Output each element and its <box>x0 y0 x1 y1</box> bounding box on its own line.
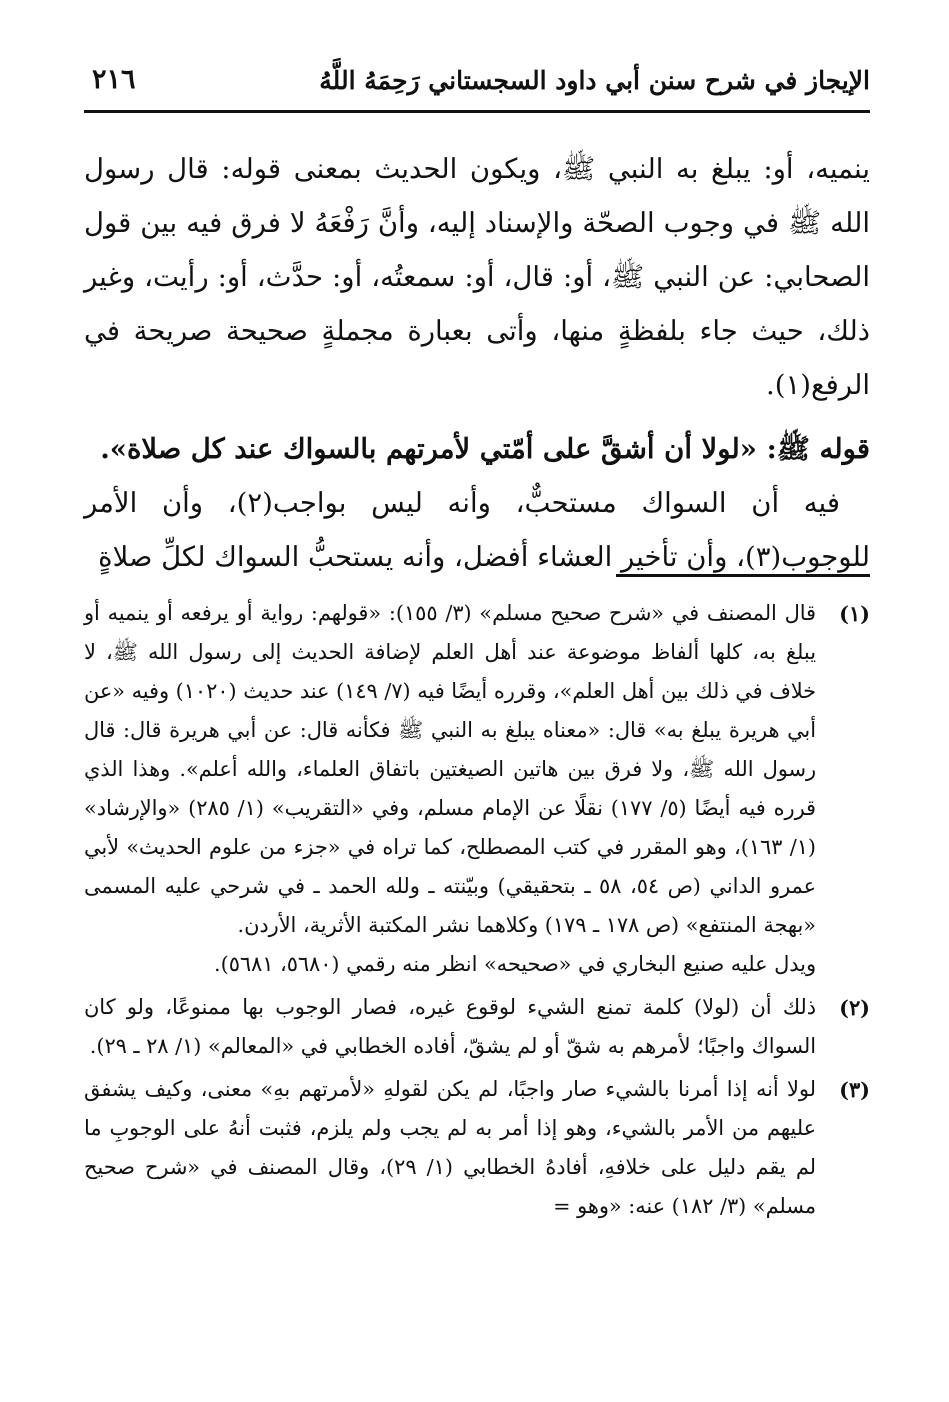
footnote-text <box>84 988 816 1066</box>
footnote-2 <box>84 988 870 1066</box>
footnote-text <box>84 594 816 984</box>
footnote-line: ويدل عليه صنيع البخاري في «صحيحه» انظر منه رقمي (٥٦٨٠، ٥٦٨١). <box>213 952 816 976</box>
footnote-line: قال المصنف في «شرح صحيح مسلم» (٣/ ١٥٥): «قولهم: رواية أو يرفعه أو ينميه أو يبلغ به، كلها ألفاظ موضوعة عند أهل العلم لإضافة الحديث إلى رسول الله ﷺ، لا خلاف في ذلك بين أهل العلم»، وقرره أيضًا فيه (٧/ ١٤٩) عند حديث (١٠٢٠) وفيه «عن أبي هريرة يبلغ به» قال: «معناه يبلغ به النبي ﷺ فكأنه قال: عن أبي هريرة قال: قال رسول الله ﷺ، ولا فرق بين هاتين الصيغتين باتفاق العلماء، والله أعلم». وهذا الذي قرره فيه أيضًا (٥/ ١٧٧) نقلًا عن الإمام مسلم، وفي «التقريب» (١/ ٢٨٥) «والإرشاد» (١/ ١٦٣)، وهو المقرر في كتب المصطلح، كما تراه في «جزء من علوم الحديث» لأبي عمرو الداني (ص ٥٤، ٥٨ ـ بتحقيقي) وبيّنته ـ ولله الحمد ـ في شرحي عليه المسمى «بهجة المنتفع» (ص ١٧٨ ـ ١٧٩) وكلاهما نشر المكتبة الأثرية، الأردن. <box>84 601 817 937</box>
footnote-line: لولا أنه إذا أمرنا بالشيء صار واجبًا، لم يكن لقولهِ «لأمرتهم بهِ» معنى، وكيف يشفق عليهم من الأمر بالشيء، وهو إذا أمر به لم يجب ولم يلزم، فثبت أنهُ على الوجوبِ ما لم يقم دليل على خلافهِ، أفادهُ الخطابي (١/ ٢٩)، وقال المصنف في «شرح صحيح مسلم» (٣/ ١٨٢) عنه: «وهو = <box>84 1077 816 1218</box>
footnote-3 <box>84 1070 870 1226</box>
footnote-number: (٢) <box>839 995 870 1020</box>
footnote-number: (٣) <box>839 1077 870 1102</box>
hadith-quote: قوله ﷺ: «لولا أن أشقَّ على أمّتي لأمرتهم بالسواك عند كل صلاة». <box>100 433 870 465</box>
footnote-1 <box>84 594 870 984</box>
footnote-number: (١) <box>839 601 870 626</box>
footnote-separator <box>616 574 870 577</box>
main-text <box>84 142 870 584</box>
paragraph-1: ينميه، أو: يبلغ به النبي ﷺ، ويكون الحديث بمعنى قوله: قال رسول الله ﷺ في وجوب الصحّة والإسناد إليه، وأنَّ رَفْعَهُ لا فرق فيه بين قول الصحابي: عن النبي ﷺ، أو: قال، أو: سمعتُه، أو: حدَّث، أو: رأيت، وغير ذلك، حيث جاء بلفظةٍ منها، وأتى بعبارة مجملةٍ صحيحة صريحة في الرفع(١). <box>84 153 870 401</box>
footnotes <box>84 594 870 1230</box>
paragraph-2: فيه أن السواك مستحبٌّ، وأنه ليس بواجب(٢)، وأن الأمر للوجوب(٣)، وأن تأخير العشاء أفضل، وأنه يستحبُّ السواك لكلِّ صلاةٍ <box>84 487 870 573</box>
page-header <box>84 58 870 113</box>
page-number: ٢١٦ <box>92 64 136 95</box>
footnote-line: ذلك أن (لولا) كلمة تمنع الشيء لوقوع غيره، فصار الوجوب بها ممنوعًا، ولو كان السواك واجبًا؛ لأمرهم به شقّ أو لم يشقّ، أفاده الخطابي في «المعالم» (١/ ٢٨ ـ ٢٩). <box>84 995 816 1058</box>
footnote-text <box>84 1070 816 1226</box>
running-title: الإيجاز في شرح سنن أبي داود السجستاني رَحِمَهُ اللَّهُ <box>319 66 870 95</box>
